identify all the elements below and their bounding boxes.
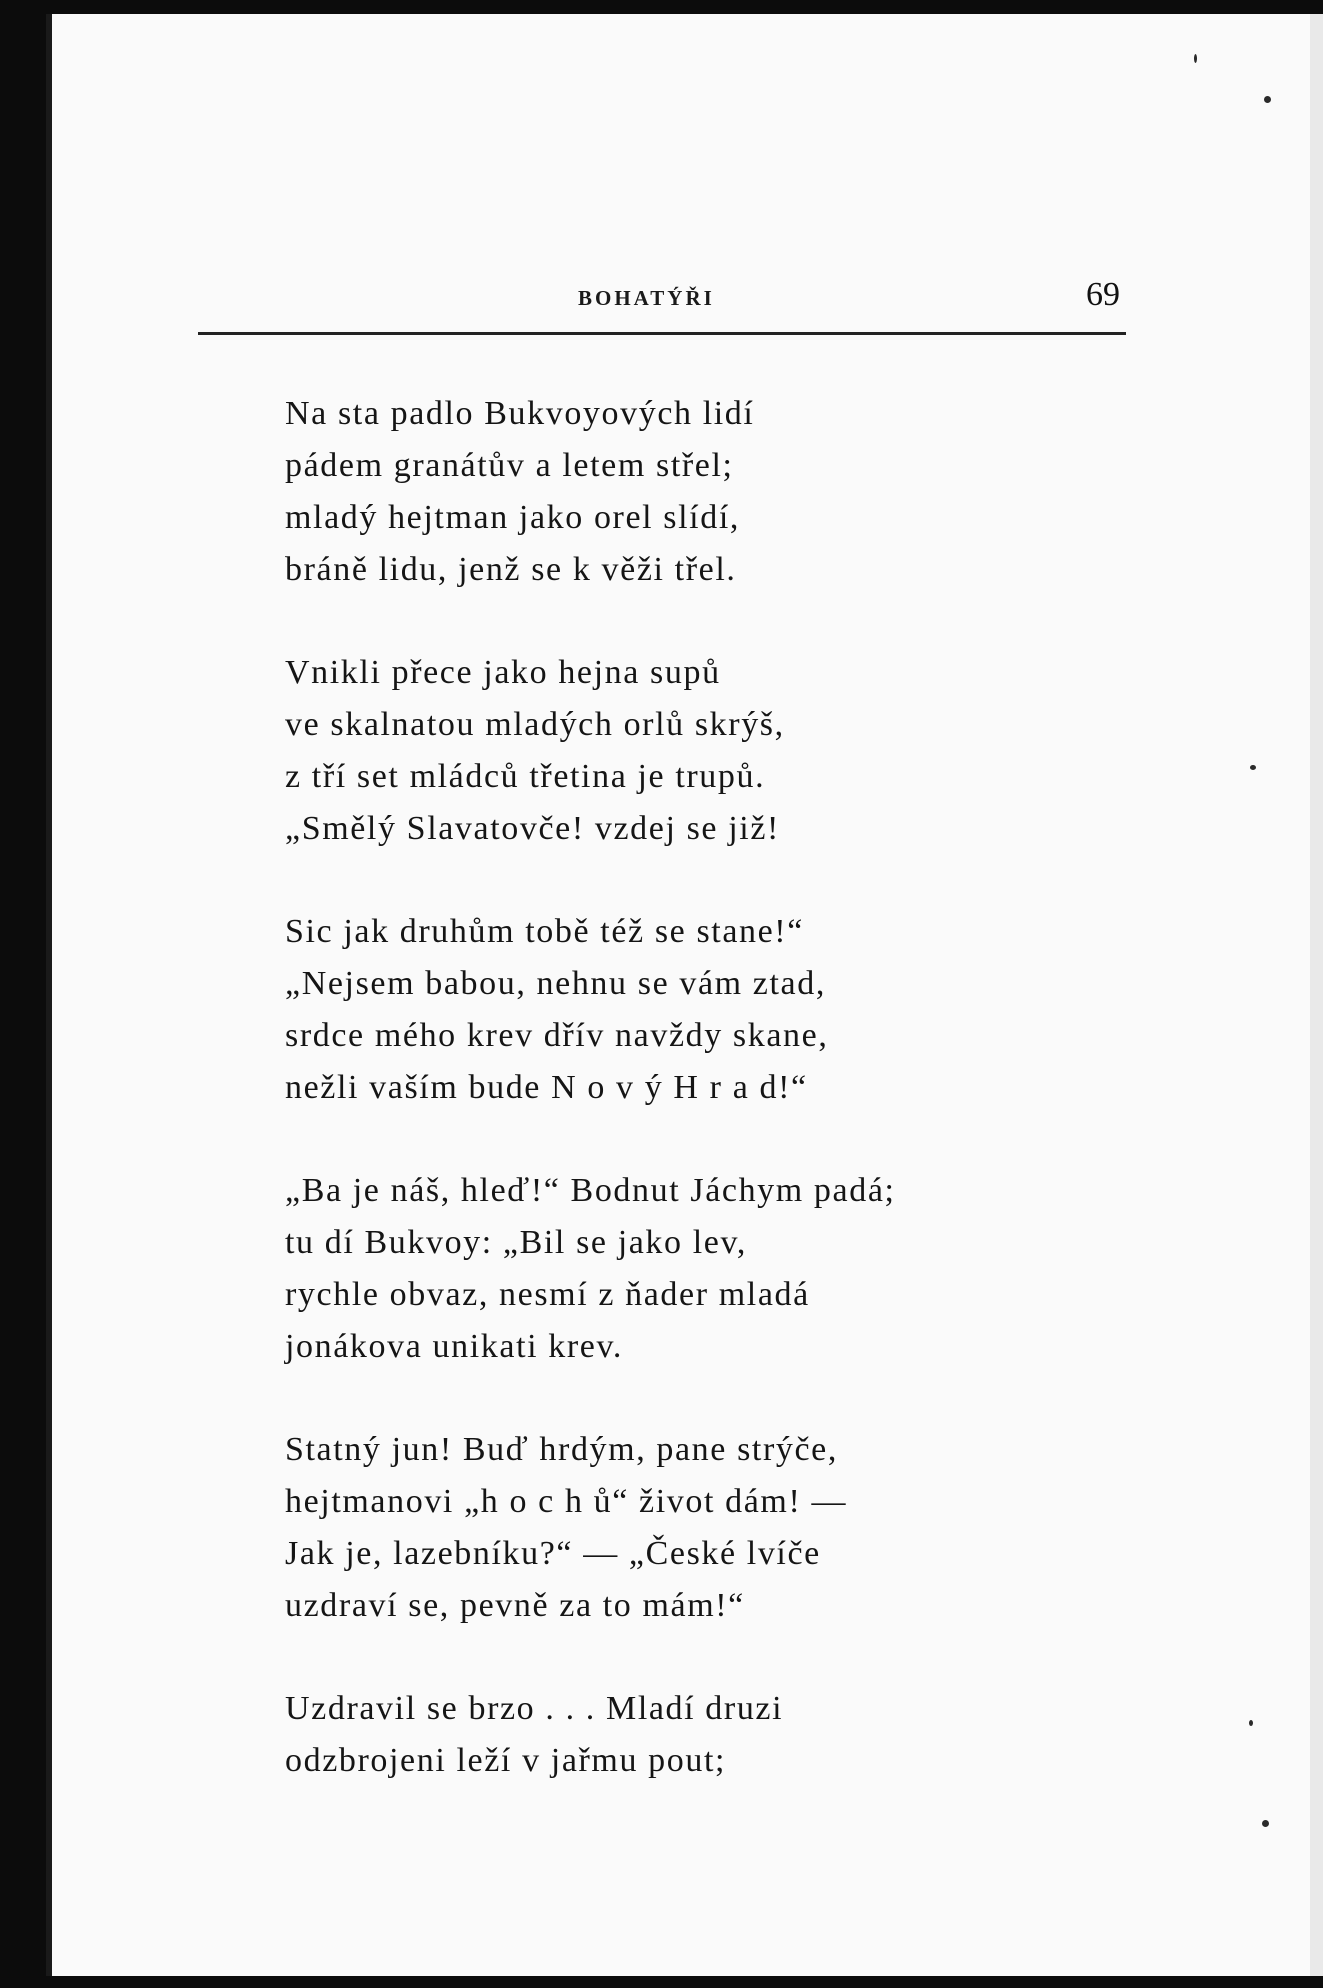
verse-line: nežli vaším bude N o v ý H r a d!“: [285, 1069, 808, 1106]
poem-body: [285, 388, 1125, 1838]
verse-line: jonákova unikati krev.: [285, 1328, 623, 1365]
verse-line: Jak je, lazebníku?“ — „České lvíče: [285, 1535, 821, 1572]
scan-speck: [1264, 96, 1271, 103]
verse-line: pádem granátův a letem střel;: [285, 447, 734, 484]
verse-line: „Ba je náš, hleď!“ Bodnut Jáchym padá;: [285, 1172, 896, 1209]
scan-speck: [1249, 1720, 1253, 1726]
running-title: BOHATÝŘI: [578, 286, 715, 310]
verse-line: „Smělý Slavatovče! vzdej se již!: [285, 810, 780, 847]
verse-line: z tří set mládců třetina je trupů.: [285, 758, 766, 795]
stanza: [285, 1165, 1125, 1373]
stanza: [285, 906, 1125, 1114]
verse-line: Na sta padlo Bukvoyových lidí: [285, 395, 755, 432]
verse-line: hejtmanovi „h o c h ů“ život dám! —: [285, 1483, 848, 1520]
verse-line: Uzdravil se brzo . . . Mladí druzi: [285, 1690, 784, 1727]
verse-line: „Nejsem babou, nehnu se vám ztad,: [285, 965, 826, 1002]
verse-line: Statný jun! Buď hrdým, pane strýče,: [285, 1431, 838, 1468]
scan-speck: [1262, 1820, 1269, 1827]
stanza: [285, 1683, 1125, 1787]
verse-line: uzdraví se, pevně za to mám!“: [285, 1587, 745, 1624]
verse-line: tu dí Bukvoy: „Bil se jako lev,: [285, 1224, 747, 1261]
page-edge: [1310, 14, 1323, 1976]
stanza: [285, 1424, 1125, 1632]
verse-line: srdce mého krev dřív navždy skane,: [285, 1017, 829, 1054]
verse-line: rychle obvaz, nesmí z ňader mladá: [285, 1276, 810, 1313]
scan-speck: [1250, 765, 1256, 770]
page-number: 69: [1086, 276, 1120, 313]
verse-line: ve skalnatou mladých orlů skrýš,: [285, 706, 785, 743]
verse-line: Sic jak druhům tobě též se stane!“: [285, 913, 804, 950]
verse-line: odzbrojeni leží v jařmu pout;: [285, 1742, 727, 1779]
verse-line: Vnikli přece jako hejna supů: [285, 654, 721, 691]
stanza: [285, 388, 1125, 596]
scan-speck: [1194, 54, 1197, 63]
page-header: [198, 276, 1126, 330]
stanza: [285, 647, 1125, 855]
verse-line: mladý hejtman jako orel slídí,: [285, 499, 740, 536]
verse-line: bráně lidu, jenž se k věži třel.: [285, 551, 737, 588]
header-rule: [198, 332, 1126, 335]
